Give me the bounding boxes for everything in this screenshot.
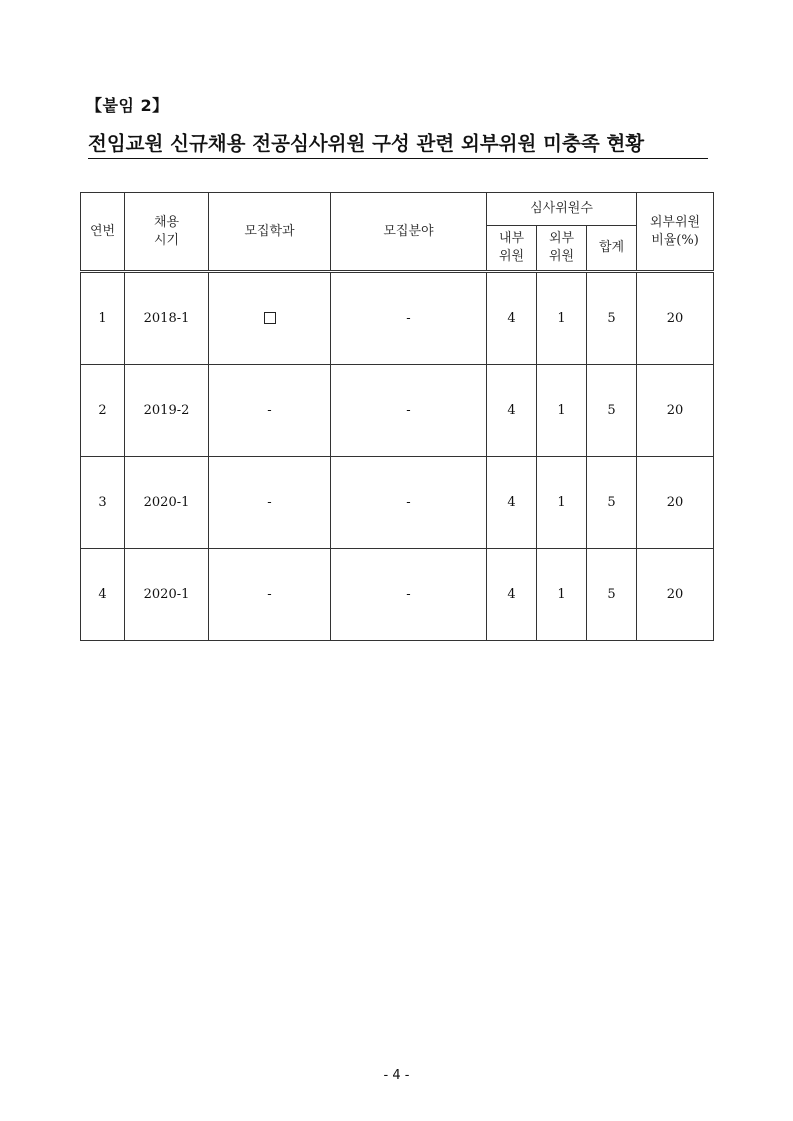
checkbox-icon — [264, 312, 276, 324]
table-row — [81, 272, 714, 365]
attachment-label: 【붙임 2】 — [86, 96, 169, 115]
cell-ratio: 20 — [637, 272, 714, 365]
header-external — [537, 226, 587, 272]
cell-ratio: 20 — [637, 457, 714, 549]
cell-total: 5 — [587, 272, 637, 365]
header-ratio — [637, 193, 714, 272]
cell-internal: 4 — [487, 549, 537, 641]
table-row — [81, 365, 714, 457]
header-committee: 심사위원수 — [487, 193, 637, 226]
cell-external: 1 — [537, 457, 587, 549]
header-total: 합계 — [587, 226, 637, 272]
header-period-line1: 채용 — [153, 214, 180, 230]
cell-department: - — [209, 549, 331, 641]
header-ratio-line1: 외부위원 — [649, 214, 701, 230]
cell-period: 2020-1 — [125, 457, 209, 549]
header-no: 연번 — [81, 193, 125, 272]
cell-internal: 4 — [487, 272, 537, 365]
cell-period: 2019-2 — [125, 365, 209, 457]
header-period-line2: 시기 — [153, 232, 180, 248]
header-internal-line2: 위원 — [498, 249, 525, 264]
cell-department — [209, 272, 331, 365]
table-row — [81, 549, 714, 641]
header-external-line1: 외부 — [548, 231, 575, 246]
header-period — [125, 193, 209, 272]
table-row — [81, 457, 714, 549]
header-field: 모집분야 — [331, 193, 487, 272]
cell-external: 1 — [537, 365, 587, 457]
status-table — [80, 192, 714, 641]
cell-period: 2020-1 — [125, 549, 209, 641]
cell-external: 1 — [537, 549, 587, 641]
cell-field: - — [331, 457, 487, 549]
cell-total: 5 — [587, 549, 637, 641]
cell-external: 1 — [537, 272, 587, 365]
cell-total: 5 — [587, 365, 637, 457]
cell-ratio: 20 — [637, 549, 714, 641]
cell-no: 4 — [81, 549, 125, 641]
cell-total: 5 — [587, 457, 637, 549]
header-internal-line1: 내부 — [498, 231, 525, 246]
cell-field: - — [331, 272, 487, 365]
cell-period: 2018-1 — [125, 272, 209, 365]
header-department: 모집학과 — [209, 193, 331, 272]
header-external-line2: 위원 — [548, 249, 575, 264]
cell-no: 3 — [81, 457, 125, 549]
cell-internal: 4 — [487, 365, 537, 457]
page-number: - 4 - — [383, 1068, 410, 1083]
cell-field: - — [331, 365, 487, 457]
cell-no: 2 — [81, 365, 125, 457]
document-title: 전임교원 신규채용 전공심사위원 구성 관련 외부위원 미충족 현황 — [88, 132, 708, 159]
cell-internal: 4 — [487, 457, 537, 549]
header-internal — [487, 226, 537, 272]
cell-department: - — [209, 457, 331, 549]
cell-department: - — [209, 365, 331, 457]
cell-field: - — [331, 549, 487, 641]
cell-ratio: 20 — [637, 365, 714, 457]
header-ratio-line2: 비율(%) — [651, 232, 699, 248]
cell-no: 1 — [81, 272, 125, 365]
